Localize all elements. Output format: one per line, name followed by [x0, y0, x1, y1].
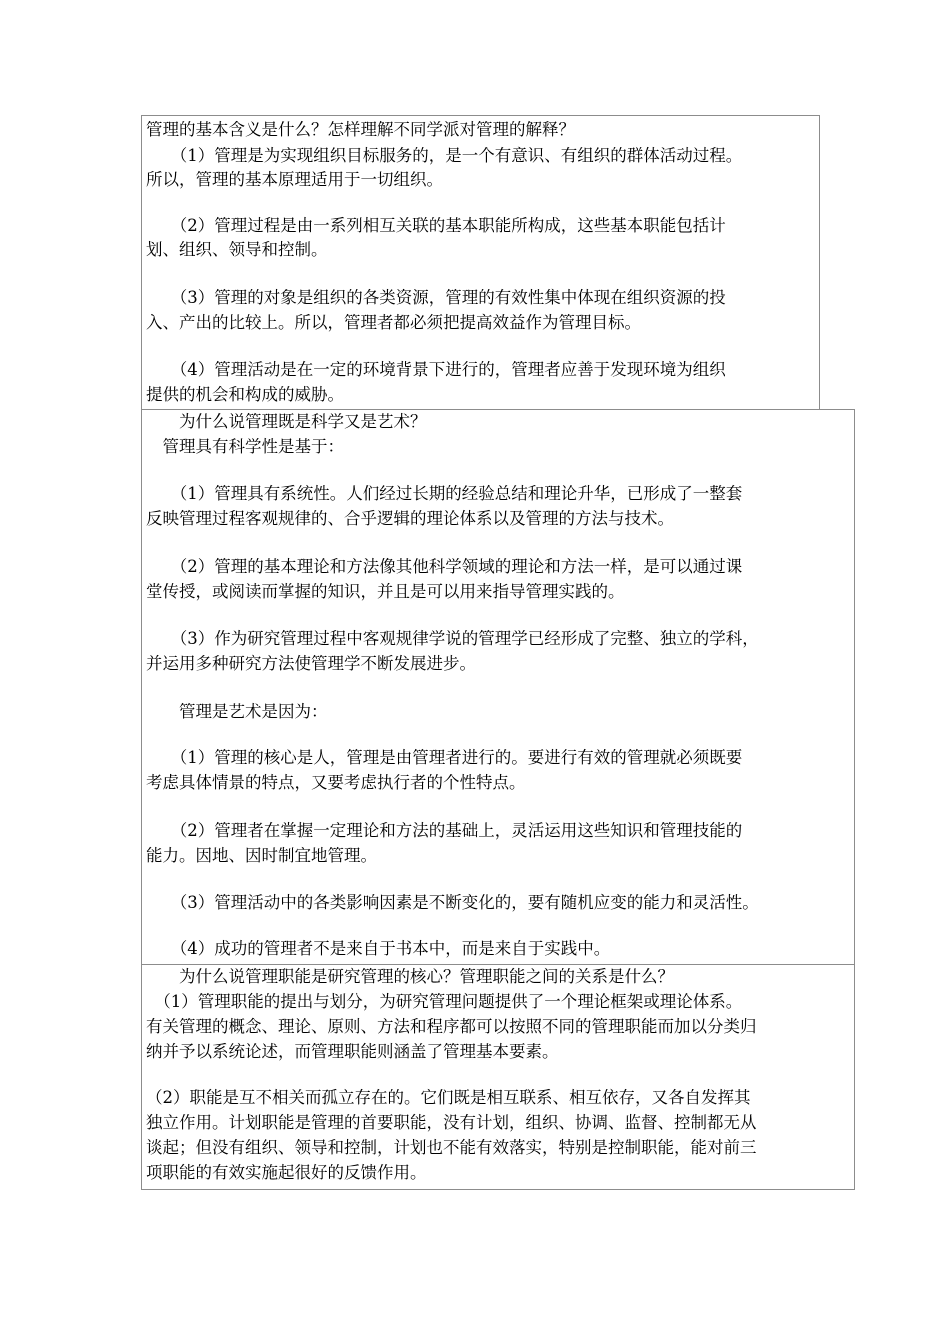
answer-line: （2）职能是互不相关而孤立存在的。它们既是相互联系、相互依存，又各自发挥其 [146, 1088, 751, 1107]
answer-line: （4）管理活动是在一定的环境背景下进行的，管理者应善于发现环境为组织 [146, 360, 726, 379]
answer-line: 并运用多种研究方法使管理学不断发展进步。 [146, 654, 476, 673]
answer-line: 谈起；但没有组织、领导和控制，计划也不能有效落实，特别是控制职能，能对前三 [146, 1138, 757, 1157]
answer-line: 考虑具体情景的特点，又要考虑执行者的个性特点。 [146, 773, 526, 792]
question-title: 为什么说管理职能是研究管理的核心？管理职能之间的关系是什么？ [146, 967, 674, 986]
answer-line: 项职能的有效实施起很好的反馈作用。 [146, 1163, 427, 1182]
answer-line: 提供的机会和构成的威胁。 [146, 385, 344, 404]
answer-line: （3）作为研究管理过程中客观规律学说的管理学已经形成了完整、独立的学科， [146, 629, 759, 648]
question-box-3 [141, 964, 855, 1190]
answer-line: 堂传授，或阅读而掌握的知识，并且是可以用来指导管理实践的。 [146, 582, 625, 601]
question-box-2 [141, 409, 855, 965]
answer-line: （2）管理者在掌握一定理论和方法的基础上，灵活运用这些知识和管理技能的 [146, 821, 743, 840]
answer-line: （2）管理的基本理论和方法像其他科学领域的理论和方法一样，是可以通过课 [146, 557, 743, 576]
answer-line: （1）管理具有系统性。人们经过长期的经验总结和理论升华，已形成了一整套 [146, 484, 743, 503]
answer-line: （4）成功的管理者不是来自于书本中，而是来自于实践中。 [146, 939, 611, 958]
answer-line: （1）管理的核心是人，管理是由管理者进行的。要进行有效的管理就必须既要 [146, 748, 743, 767]
answer-line: （1）管理是为实现组织目标服务的，是一个有意识、有组织的群体活动过程。 [146, 146, 743, 165]
question-title: 为什么说管理既是科学又是艺术？ [146, 412, 427, 431]
answer-line: 反映管理过程客观规律的、合乎逻辑的理论体系以及管理的方法与技术。 [146, 509, 674, 528]
question-box-1 [141, 115, 820, 410]
answer-line: 划、组织、领导和控制。 [146, 240, 328, 259]
subheading: 管理是艺术是因为： [146, 702, 328, 721]
answer-line: 独立作用。计划职能是管理的首要职能，没有计划，组织、协调、监督、控制都无从 [146, 1113, 757, 1132]
answer-line: 纳并予以系统论述，而管理职能则涵盖了管理基本要素。 [146, 1042, 559, 1061]
subheading: 管理具有科学性是基于： [146, 437, 344, 456]
question-title: 管理的基本含义是什么？怎样理解不同学派对管理的解释？ [146, 120, 575, 139]
answer-line: （1）管理职能的提出与划分，为研究管理问题提供了一个理论框架或理论体系。 [146, 992, 743, 1011]
answer-line: 有关管理的概念、理论、原则、方法和程序都可以按照不同的管理职能而加以分类归 [146, 1017, 757, 1036]
answer-line: 能力。因地、因时制宜地管理。 [146, 846, 377, 865]
answer-line: 入、产出的比较上。所以，管理者都必须把提高效益作为管理目标。 [146, 313, 641, 332]
answer-line: （2）管理过程是由一系列相互关联的基本职能所构成，这些基本职能包括计 [146, 216, 726, 235]
answer-line: （3）管理的对象是组织的各类资源，管理的有效性集中体现在组织资源的投 [146, 288, 726, 307]
answer-line: （3）管理活动中的各类影响因素是不断变化的，要有随机应变的能力和灵活性。 [146, 893, 759, 912]
answer-line: 所以，管理的基本原理适用于一切组织。 [146, 170, 443, 189]
